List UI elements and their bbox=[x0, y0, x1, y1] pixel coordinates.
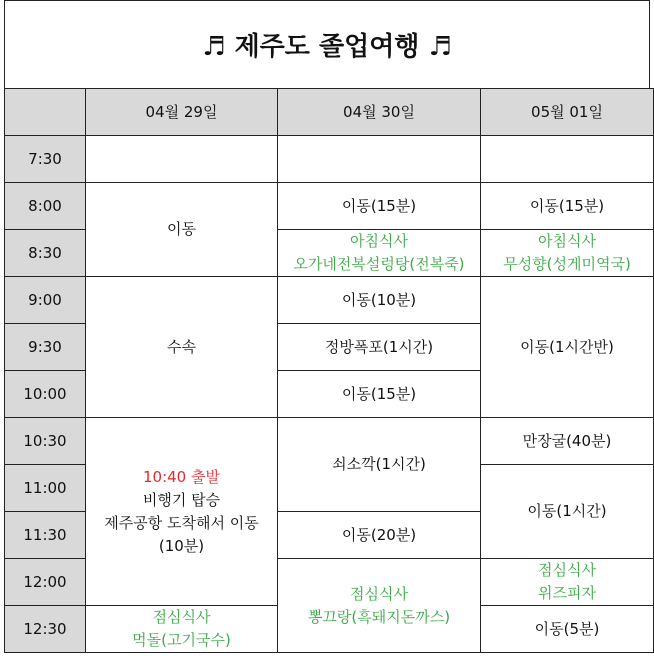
time-cell: 10:00 bbox=[5, 371, 86, 418]
day1-move: 이동 bbox=[86, 183, 278, 277]
day2-move: 이동(10분) bbox=[278, 277, 481, 324]
day3-move: 이동(5분) bbox=[481, 606, 654, 653]
meal-label: 점심식사 bbox=[350, 584, 408, 603]
table-row bbox=[5, 183, 654, 230]
table-row bbox=[5, 136, 654, 183]
arrival-duration: (10분) bbox=[158, 536, 205, 555]
day1-flight bbox=[86, 418, 278, 606]
day2-lunch bbox=[278, 559, 481, 653]
meal-place: 뽕끄랑(흑돼지돈까스) bbox=[307, 607, 451, 626]
meal-label: 아침식사 bbox=[538, 232, 596, 250]
meal-place: 오가네전복설렁탕(전복죽) bbox=[293, 255, 465, 273]
day3-move: 이동(15분) bbox=[481, 183, 654, 230]
meal-label: 점심식사 bbox=[538, 561, 596, 579]
day2-move: 이동(20분) bbox=[278, 512, 481, 559]
time-cell: 11:30 bbox=[5, 512, 86, 559]
day3-cave: 만장굴(40분) bbox=[481, 418, 654, 465]
arrival-line: 제주공항 도착해서 이동 bbox=[104, 513, 259, 532]
schedule-table bbox=[4, 88, 654, 653]
day1-lunch bbox=[86, 606, 278, 653]
empty-cell bbox=[481, 136, 654, 183]
page-title: ♬ 제주도 졸업여행 ♬ bbox=[4, 0, 650, 88]
meal-place: 무성향(성게미역국) bbox=[503, 255, 631, 273]
empty-cell bbox=[86, 136, 278, 183]
day2-move: 이동(15분) bbox=[278, 183, 481, 230]
time-cell: 9:30 bbox=[5, 324, 86, 371]
time-cell: 7:30 bbox=[5, 136, 86, 183]
date-header-day1: 04월 29일 bbox=[86, 89, 278, 136]
departure-line: 10:40 출발 bbox=[143, 467, 220, 486]
time-cell: 8:00 bbox=[5, 183, 86, 230]
boarding-line: 비행기 탑승 bbox=[142, 490, 221, 509]
meal-label: 점심식사 bbox=[152, 608, 211, 626]
meal-place: 위즈피자 bbox=[538, 584, 596, 602]
time-cell: 8:30 bbox=[5, 230, 86, 277]
table-row bbox=[5, 277, 654, 324]
header-row bbox=[5, 89, 654, 136]
date-header-day3: 05월 01일 bbox=[481, 89, 654, 136]
day3-move: 이동(1시간반) bbox=[481, 277, 654, 418]
day3-breakfast bbox=[481, 230, 654, 277]
date-header-day2: 04월 30일 bbox=[278, 89, 481, 136]
time-cell: 12:30 bbox=[5, 606, 86, 653]
day2-move: 이동(15분) bbox=[278, 371, 481, 418]
day3-move: 이동(1시간) bbox=[481, 465, 654, 559]
time-cell: 12:00 bbox=[5, 559, 86, 606]
meal-place: 먹돌(고기국수) bbox=[132, 631, 231, 649]
table-row bbox=[5, 418, 654, 465]
day2-falls: 정방폭포(1시간) bbox=[278, 324, 481, 371]
time-cell: 9:00 bbox=[5, 277, 86, 324]
time-cell: 10:30 bbox=[5, 418, 86, 465]
day3-lunch bbox=[481, 559, 654, 606]
corner-cell bbox=[5, 89, 86, 136]
time-cell: 11:00 bbox=[5, 465, 86, 512]
empty-cell bbox=[278, 136, 481, 183]
day2-breakfast bbox=[278, 230, 481, 277]
meal-label: 아침식사 bbox=[350, 232, 408, 250]
day2-soesokkak: 쇠소깍(1시간) bbox=[278, 418, 481, 512]
day1-checkin: 수속 bbox=[86, 277, 278, 418]
